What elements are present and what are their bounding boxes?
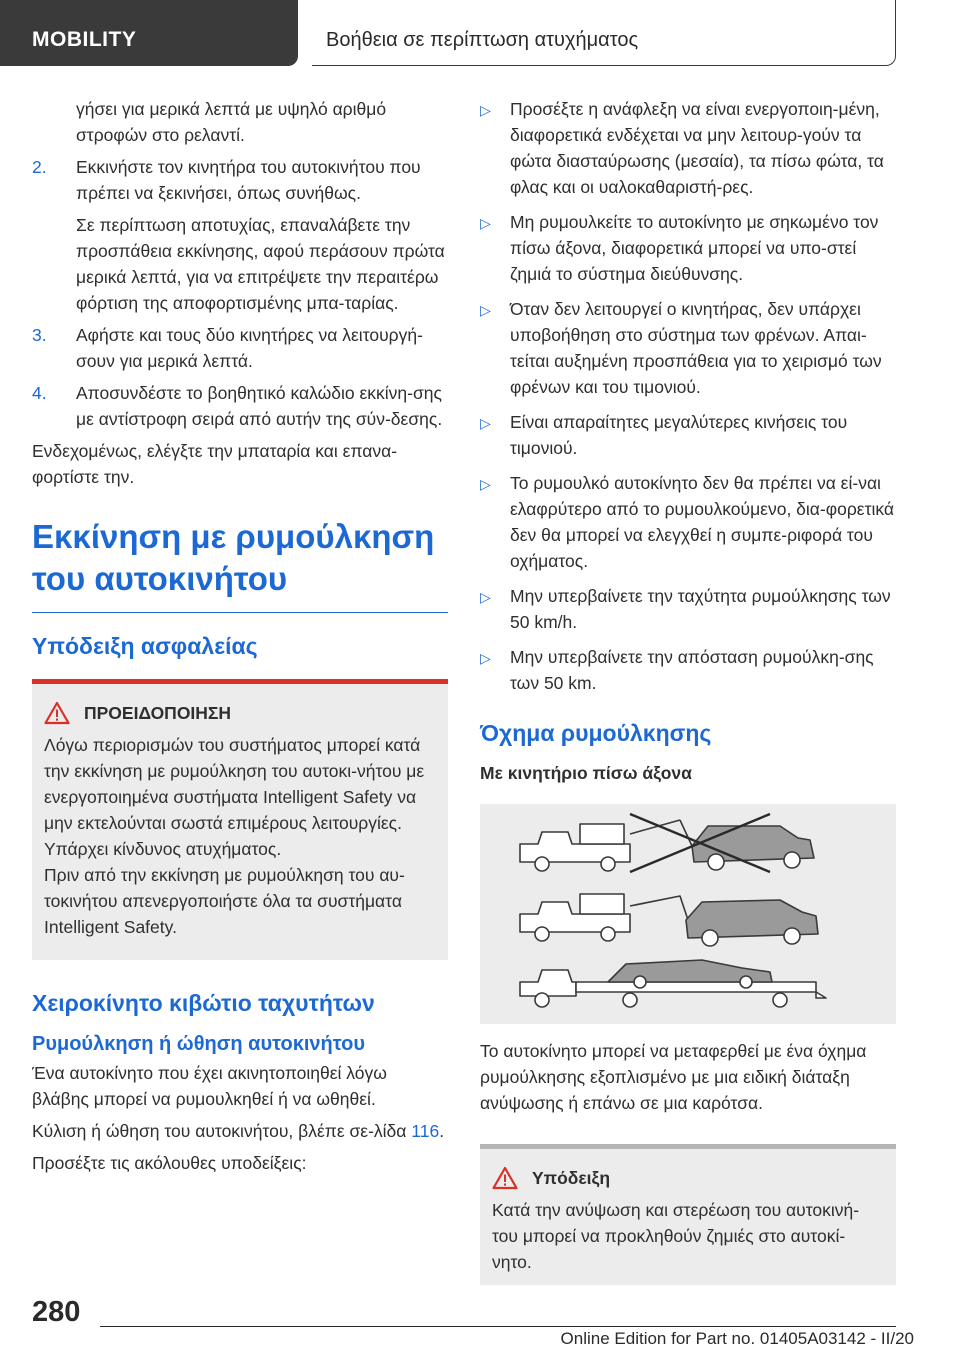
note-text: Κατά την ανύψωση και στερέωση του αυτοκινή-του μπορεί να προκληθούν ζημιές στο αυτοκί-νητο.: [492, 1200, 860, 1272]
bullet-triangle-icon: ▷: [480, 589, 491, 605]
safety-heading: Υπόδειξη ασφαλείας: [32, 633, 258, 659]
step-number: 3.: [32, 325, 47, 345]
bullet-item: ▷ Προσέξτε η ανάφλεξη να είναι ενεργοποιη-μένη, διαφορετικά ενδέχεται να μην λειτουρ-γούν τα φώτα διασταύρωσης (μεσαία), τα πίσω φώτα, τα φλας και οι υαλοκαθαριστή-ρες.: [480, 99, 884, 197]
step-item-2: [32, 154, 448, 206]
towing-illustration: [480, 804, 896, 1024]
bullet-triangle-icon: ▷: [480, 476, 491, 492]
note-title: Υπόδειξη: [532, 1168, 611, 1188]
bullet-triangle-icon: ▷: [480, 415, 491, 431]
chapter-tab[interactable]: [312, 0, 896, 66]
section-label: MOBILITY: [32, 28, 137, 51]
tow-vehicle-heading: Όχημα ρυμούλκησης: [480, 720, 712, 746]
warning-title: ΠΡΟΕΙΔΟΠΟΙΗΣΗ: [84, 703, 232, 723]
step-item-4: [32, 380, 448, 432]
step-text: Αφήστε και τους δύο κινητήρες να λειτουργή-σουν για μερικά λεπτά.: [76, 325, 423, 371]
step-2-extra-text: Σε περίπτωση αποτυχίας, επαναλάβετε την προσπάθεια εκκίνησης, αφού περάσουν πρώτα μερικά λεπτά, για να επιτρέψετε την περαιτέρω φόρτιση της αποφορτισμένης μπα-ταρίας.: [76, 215, 445, 313]
tow-text-1: Ένα αυτοκίνητο που έχει ακινητοποιηθεί λόγω βλάβης μπορεί να ρυμουλκηθεί ή να ωθηθεί.: [32, 1063, 387, 1109]
step-item-3: [32, 322, 448, 374]
note-box: [480, 1144, 896, 1285]
bullet-item: ▷ Μην υπερβαίνετε την απόσταση ρυμούλκη-σης των 50 km.: [480, 647, 874, 693]
rear-axle-heading: Με κινητήριο πίσω άξονα: [480, 763, 692, 783]
page-reference-link[interactable]: 116: [411, 1121, 440, 1141]
bullet-item: ▷ Μη ρυμουλκείτε το αυτοκίνητο με σηκωμένο τον πίσω άξονα, διαφορετικά μπορεί να υπο-στεί ζημιά το σύστημα διεύθυνσης.: [480, 212, 879, 284]
left-column: [32, 96, 448, 1176]
edition-footer: Online Edition for Part no. 01405A03142 - II/20: [560, 1329, 914, 1348]
tow-vehicle-text: Το αυτοκίνητο μπορεί να μεταφερθεί με ένα όχημα ρυμούλκησης εξοπλισμένο με μια ειδική διάταξη ανύψωσης ή επάνω σε μια καρότσα.: [480, 1041, 867, 1113]
caution-triangle-icon: [492, 1166, 518, 1190]
warning-title-row: [44, 700, 436, 726]
step-number: 4.: [32, 383, 47, 403]
bullet-item: ▷ Μην υπερβαίνετε την ταχύτητα ρυμούλκησης των 50 km/h.: [480, 586, 891, 632]
step-number: 2.: [32, 157, 47, 177]
tow-text-3: Προσέξτε τις ακόλουθες υποδείξεις:: [32, 1153, 307, 1173]
tow-push-heading: Ρυμούλκηση ή ώθηση αυτοκινήτου: [32, 1033, 365, 1055]
note-title-row: [492, 1165, 884, 1191]
footer-divider: [100, 1326, 896, 1327]
warning-text-1: Λόγω περιορισμών του συστήματος μπορεί κατά την εκκίνηση με ρυμούλκηση του αυτοκι-νήτου με ενεργοποιημένα συστήματα Intelligent Safety να μην εκτελούνται σωστά επιμέρους λειτουργίες. Υπάρχει κίνδυνος ατυχήματος.: [44, 735, 425, 859]
warning-box: [32, 679, 448, 960]
warning-text-2: Πριν από την εκκίνηση με ρυμούλκηση του αυ-τοκινήτου απενεργοποιήστε όλα τα συστήματα Intelligent Safety.: [44, 865, 405, 937]
section-tab[interactable]: [0, 0, 298, 66]
step-text: Αποσυνδέστε το βοηθητικό καλώδιο εκκίνη-σης με αντίστροφη σειρά από αυτήν της σύν-δεσης.: [76, 383, 443, 429]
step-text: Εκκινήστε τον κινητήρα του αυτοκινήτου που πρέπει να ξεκινήσει, όπως συνήθως.: [76, 157, 421, 203]
tow-text-2: Κύλιση ή ώθηση του αυτοκινήτου, βλέπε σε-λίδα 116.: [32, 1121, 445, 1141]
bullet-triangle-icon: ▷: [480, 650, 491, 666]
gearbox-heading: Χειροκίνητο κιβώτιο ταχυτήτων: [32, 990, 375, 1016]
bullet-triangle-icon: ▷: [480, 102, 491, 118]
page-number: 280: [32, 1296, 81, 1328]
right-column: [480, 96, 896, 1285]
chapter-label: Βοήθεια σε περίπτωση ατυχήματος: [326, 29, 639, 51]
bullet-triangle-icon: ▷: [480, 215, 491, 231]
bullet-item: ▷ Είναι απαραίτητες μεγαλύτερες κινήσεις του τιμονιού.: [480, 412, 848, 458]
bullet-item: ▷ Το ρυμουλκό αυτοκίνητο δεν θα πρέπει να εί-ναι ελαφρύτερο από το ρυμουλκούμενο, δια-φορετικά δεν θα μπορεί να ελεγχθεί η συμπε-ριφορά του οχήματος.: [480, 473, 895, 571]
warning-triangle-icon: [44, 701, 70, 725]
after-steps-text: Ενδεχομένως, ελέγξτε την μπαταρία και επανα-φορτίστε την.: [32, 441, 398, 487]
towing-diagram-icon: [480, 804, 896, 1024]
continued-step-text: γήσει για μερικά λεπτά με υψηλό αριθμό στροφών στο ρελαντί.: [76, 99, 387, 145]
bullet-triangle-icon: ▷: [480, 302, 491, 318]
bullet-item: ▷ Όταν δεν λειτουργεί ο κινητήρας, δεν υπάρχει υποβοήθηση στο σύστημα των φρένων. Απαι-τείται αυξημένη προσπάθεια για το χειρισμό των φρένων και του τιμονιού.: [480, 299, 882, 397]
section-heading-tow-start: Εκκίνηση με ρυμούλκηση του αυτοκινήτου: [32, 516, 448, 613]
page-header: [0, 0, 960, 66]
